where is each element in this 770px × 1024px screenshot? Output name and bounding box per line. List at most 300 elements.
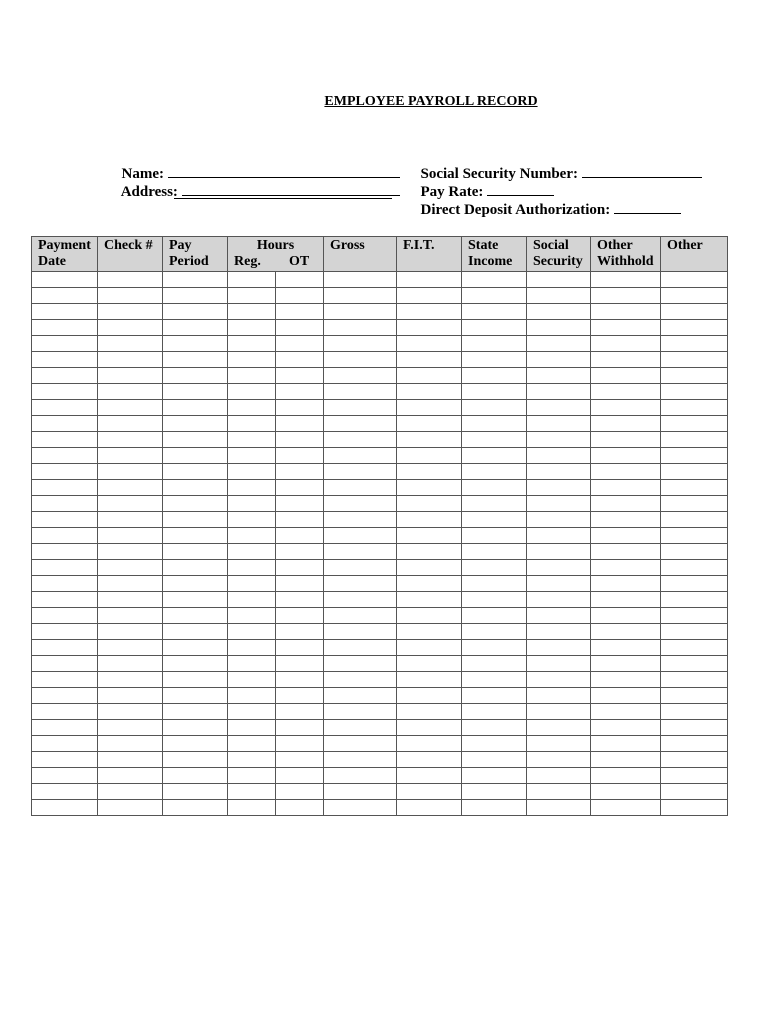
cell-gross[interactable] — [324, 272, 397, 288]
cell-state-income[interactable] — [462, 464, 527, 480]
cell-other-withhold[interactable] — [591, 608, 661, 624]
cell-state-income[interactable] — [462, 704, 527, 720]
cell-reg[interactable] — [228, 656, 276, 672]
cell-gross[interactable] — [324, 304, 397, 320]
cell-check[interactable] — [98, 752, 163, 768]
cell-ot[interactable] — [276, 768, 324, 784]
cell-check[interactable] — [98, 656, 163, 672]
cell-fit[interactable] — [397, 320, 462, 336]
cell-gross[interactable] — [324, 592, 397, 608]
cell-other-withhold[interactable] — [591, 736, 661, 752]
cell-check[interactable] — [98, 768, 163, 784]
ssn-blank[interactable] — [582, 165, 702, 178]
cell-fit[interactable] — [397, 464, 462, 480]
cell-fit[interactable] — [397, 496, 462, 512]
cell-gross[interactable] — [324, 656, 397, 672]
cell-ot[interactable] — [276, 400, 324, 416]
cell-state-income[interactable] — [462, 320, 527, 336]
cell-payment-date[interactable] — [32, 640, 98, 656]
cell-other[interactable] — [661, 624, 728, 640]
cell-ot[interactable] — [276, 560, 324, 576]
cell-gross[interactable] — [324, 416, 397, 432]
cell-payment-date[interactable] — [32, 496, 98, 512]
cell-other[interactable] — [661, 704, 728, 720]
cell-pay-period[interactable] — [163, 800, 228, 816]
cell-fit[interactable] — [397, 640, 462, 656]
cell-ot[interactable] — [276, 352, 324, 368]
cell-check[interactable] — [98, 432, 163, 448]
cell-fit[interactable] — [397, 608, 462, 624]
cell-fit[interactable] — [397, 352, 462, 368]
direct-deposit-field[interactable] — [413, 183, 681, 219]
cell-fit[interactable] — [397, 704, 462, 720]
cell-ot[interactable] — [276, 384, 324, 400]
cell-reg[interactable] — [228, 752, 276, 768]
cell-social-security[interactable] — [527, 288, 591, 304]
cell-other[interactable] — [661, 688, 728, 704]
cell-payment-date[interactable] — [32, 624, 98, 640]
cell-pay-period[interactable] — [163, 544, 228, 560]
cell-other-withhold[interactable] — [591, 720, 661, 736]
cell-check[interactable] — [98, 272, 163, 288]
cell-state-income[interactable] — [462, 304, 527, 320]
cell-reg[interactable] — [228, 288, 276, 304]
cell-fit[interactable] — [397, 480, 462, 496]
cell-state-income[interactable] — [462, 560, 527, 576]
cell-ot[interactable] — [276, 736, 324, 752]
cell-other-withhold[interactable] — [591, 672, 661, 688]
cell-check[interactable] — [98, 640, 163, 656]
cell-check[interactable] — [98, 672, 163, 688]
cell-check[interactable] — [98, 400, 163, 416]
cell-ot[interactable] — [276, 368, 324, 384]
cell-reg[interactable] — [228, 736, 276, 752]
cell-gross[interactable] — [324, 288, 397, 304]
cell-fit[interactable] — [397, 560, 462, 576]
cell-other[interactable] — [661, 560, 728, 576]
cell-fit[interactable] — [397, 384, 462, 400]
cell-ot[interactable] — [276, 496, 324, 512]
cell-gross[interactable] — [324, 352, 397, 368]
cell-reg[interactable] — [228, 416, 276, 432]
cell-gross[interactable] — [324, 448, 397, 464]
cell-check[interactable] — [98, 800, 163, 816]
cell-social-security[interactable] — [527, 784, 591, 800]
cell-other[interactable] — [661, 320, 728, 336]
cell-gross[interactable] — [324, 576, 397, 592]
cell-payment-date[interactable] — [32, 784, 98, 800]
cell-ot[interactable] — [276, 336, 324, 352]
cell-social-security[interactable] — [527, 800, 591, 816]
cell-social-security[interactable] — [527, 464, 591, 480]
cell-check[interactable] — [98, 736, 163, 752]
cell-state-income[interactable] — [462, 368, 527, 384]
cell-gross[interactable] — [324, 624, 397, 640]
cell-gross[interactable] — [324, 480, 397, 496]
cell-payment-date[interactable] — [32, 528, 98, 544]
cell-reg[interactable] — [228, 608, 276, 624]
cell-other-withhold[interactable] — [591, 576, 661, 592]
cell-gross[interactable] — [324, 400, 397, 416]
cell-fit[interactable] — [397, 304, 462, 320]
cell-gross[interactable] — [324, 544, 397, 560]
cell-social-security[interactable] — [527, 688, 591, 704]
cell-payment-date[interactable] — [32, 336, 98, 352]
cell-payment-date[interactable] — [32, 672, 98, 688]
cell-reg[interactable] — [228, 704, 276, 720]
cell-other[interactable] — [661, 608, 728, 624]
cell-state-income[interactable] — [462, 768, 527, 784]
cell-reg[interactable] — [228, 368, 276, 384]
cell-state-income[interactable] — [462, 640, 527, 656]
cell-check[interactable] — [98, 480, 163, 496]
cell-gross[interactable] — [324, 384, 397, 400]
cell-check[interactable] — [98, 384, 163, 400]
cell-fit[interactable] — [397, 432, 462, 448]
cell-gross[interactable] — [324, 496, 397, 512]
cell-pay-period[interactable] — [163, 304, 228, 320]
cell-other[interactable] — [661, 640, 728, 656]
cell-state-income[interactable] — [462, 272, 527, 288]
cell-other[interactable] — [661, 288, 728, 304]
cell-state-income[interactable] — [462, 512, 527, 528]
cell-other-withhold[interactable] — [591, 512, 661, 528]
address-field[interactable] — [114, 165, 400, 201]
cell-state-income[interactable] — [462, 608, 527, 624]
cell-pay-period[interactable] — [163, 784, 228, 800]
cell-other-withhold[interactable] — [591, 656, 661, 672]
cell-other-withhold[interactable] — [591, 624, 661, 640]
cell-gross[interactable] — [324, 800, 397, 816]
cell-pay-period[interactable] — [163, 480, 228, 496]
cell-other[interactable] — [661, 416, 728, 432]
cell-pay-period[interactable] — [163, 752, 228, 768]
cell-fit[interactable] — [397, 688, 462, 704]
cell-ot[interactable] — [276, 544, 324, 560]
cell-pay-period[interactable] — [163, 624, 228, 640]
cell-state-income[interactable] — [462, 288, 527, 304]
cell-pay-period[interactable] — [163, 656, 228, 672]
cell-check[interactable] — [98, 560, 163, 576]
address-blank[interactable] — [182, 183, 400, 196]
cell-payment-date[interactable] — [32, 592, 98, 608]
cell-pay-period[interactable] — [163, 288, 228, 304]
cell-reg[interactable] — [228, 720, 276, 736]
cell-other[interactable] — [661, 496, 728, 512]
cell-social-security[interactable] — [527, 752, 591, 768]
cell-ot[interactable] — [276, 784, 324, 800]
cell-payment-date[interactable] — [32, 304, 98, 320]
cell-pay-period[interactable] — [163, 400, 228, 416]
cell-other[interactable] — [661, 592, 728, 608]
cell-social-security[interactable] — [527, 624, 591, 640]
cell-ot[interactable] — [276, 640, 324, 656]
cell-other-withhold[interactable] — [591, 288, 661, 304]
cell-other[interactable] — [661, 368, 728, 384]
cell-fit[interactable] — [397, 624, 462, 640]
cell-ot[interactable] — [276, 272, 324, 288]
cell-payment-date[interactable] — [32, 704, 98, 720]
cell-other-withhold[interactable] — [591, 752, 661, 768]
cell-state-income[interactable] — [462, 736, 527, 752]
cell-other-withhold[interactable] — [591, 480, 661, 496]
cell-pay-period[interactable] — [163, 432, 228, 448]
cell-check[interactable] — [98, 688, 163, 704]
cell-fit[interactable] — [397, 448, 462, 464]
cell-reg[interactable] — [228, 768, 276, 784]
cell-payment-date[interactable] — [32, 512, 98, 528]
cell-check[interactable] — [98, 336, 163, 352]
cell-check[interactable] — [98, 352, 163, 368]
cell-other[interactable] — [661, 272, 728, 288]
cell-other-withhold[interactable] — [591, 704, 661, 720]
cell-gross[interactable] — [324, 640, 397, 656]
cell-state-income[interactable] — [462, 672, 527, 688]
cell-state-income[interactable] — [462, 688, 527, 704]
cell-ot[interactable] — [276, 576, 324, 592]
cell-reg[interactable] — [228, 384, 276, 400]
cell-social-security[interactable] — [527, 336, 591, 352]
cell-reg[interactable] — [228, 496, 276, 512]
cell-fit[interactable] — [397, 368, 462, 384]
cell-social-security[interactable] — [527, 512, 591, 528]
cell-fit[interactable] — [397, 736, 462, 752]
cell-reg[interactable] — [228, 576, 276, 592]
cell-gross[interactable] — [324, 768, 397, 784]
cell-ot[interactable] — [276, 432, 324, 448]
cell-payment-date[interactable] — [32, 288, 98, 304]
cell-fit[interactable] — [397, 672, 462, 688]
cell-reg[interactable] — [228, 512, 276, 528]
cell-social-security[interactable] — [527, 480, 591, 496]
cell-payment-date[interactable] — [32, 688, 98, 704]
cell-payment-date[interactable] — [32, 544, 98, 560]
cell-other-withhold[interactable] — [591, 544, 661, 560]
cell-state-income[interactable] — [462, 352, 527, 368]
cell-other-withhold[interactable] — [591, 320, 661, 336]
cell-fit[interactable] — [397, 720, 462, 736]
cell-reg[interactable] — [228, 480, 276, 496]
cell-check[interactable] — [98, 464, 163, 480]
cell-ot[interactable] — [276, 688, 324, 704]
cell-gross[interactable] — [324, 320, 397, 336]
cell-social-security[interactable] — [527, 384, 591, 400]
cell-social-security[interactable] — [527, 496, 591, 512]
cell-state-income[interactable] — [462, 400, 527, 416]
cell-pay-period[interactable] — [163, 768, 228, 784]
cell-ot[interactable] — [276, 656, 324, 672]
cell-state-income[interactable] — [462, 448, 527, 464]
cell-pay-period[interactable] — [163, 320, 228, 336]
cell-check[interactable] — [98, 544, 163, 560]
cell-other[interactable] — [661, 448, 728, 464]
cell-fit[interactable] — [397, 768, 462, 784]
cell-payment-date[interactable] — [32, 800, 98, 816]
cell-payment-date[interactable] — [32, 352, 98, 368]
cell-reg[interactable] — [228, 800, 276, 816]
cell-other[interactable] — [661, 512, 728, 528]
cell-state-income[interactable] — [462, 592, 527, 608]
cell-payment-date[interactable] — [32, 752, 98, 768]
cell-ot[interactable] — [276, 704, 324, 720]
cell-payment-date[interactable] — [32, 560, 98, 576]
cell-pay-period[interactable] — [163, 640, 228, 656]
cell-payment-date[interactable] — [32, 448, 98, 464]
cell-social-security[interactable] — [527, 720, 591, 736]
cell-social-security[interactable] — [527, 528, 591, 544]
cell-payment-date[interactable] — [32, 368, 98, 384]
cell-other-withhold[interactable] — [591, 368, 661, 384]
cell-social-security[interactable] — [527, 560, 591, 576]
cell-other[interactable] — [661, 576, 728, 592]
cell-reg[interactable] — [228, 464, 276, 480]
cell-other[interactable] — [661, 336, 728, 352]
cell-state-income[interactable] — [462, 656, 527, 672]
cell-other[interactable] — [661, 800, 728, 816]
cell-pay-period[interactable] — [163, 608, 228, 624]
address-line-2[interactable] — [174, 198, 392, 199]
cell-fit[interactable] — [397, 416, 462, 432]
cell-state-income[interactable] — [462, 528, 527, 544]
cell-fit[interactable] — [397, 576, 462, 592]
cell-pay-period[interactable] — [163, 704, 228, 720]
cell-other-withhold[interactable] — [591, 384, 661, 400]
cell-payment-date[interactable] — [32, 736, 98, 752]
cell-gross[interactable] — [324, 368, 397, 384]
cell-check[interactable] — [98, 720, 163, 736]
cell-check[interactable] — [98, 512, 163, 528]
cell-ot[interactable] — [276, 720, 324, 736]
cell-ot[interactable] — [276, 480, 324, 496]
cell-social-security[interactable] — [527, 272, 591, 288]
cell-fit[interactable] — [397, 272, 462, 288]
cell-social-security[interactable] — [527, 352, 591, 368]
cell-pay-period[interactable] — [163, 416, 228, 432]
cell-payment-date[interactable] — [32, 432, 98, 448]
cell-ot[interactable] — [276, 512, 324, 528]
cell-state-income[interactable] — [462, 784, 527, 800]
cell-check[interactable] — [98, 592, 163, 608]
cell-pay-period[interactable] — [163, 352, 228, 368]
cell-state-income[interactable] — [462, 720, 527, 736]
cell-reg[interactable] — [228, 640, 276, 656]
cell-payment-date[interactable] — [32, 416, 98, 432]
cell-reg[interactable] — [228, 624, 276, 640]
cell-gross[interactable] — [324, 336, 397, 352]
cell-state-income[interactable] — [462, 384, 527, 400]
cell-social-security[interactable] — [527, 640, 591, 656]
cell-fit[interactable] — [397, 400, 462, 416]
cell-check[interactable] — [98, 784, 163, 800]
cell-pay-period[interactable] — [163, 560, 228, 576]
cell-gross[interactable] — [324, 464, 397, 480]
cell-state-income[interactable] — [462, 800, 527, 816]
cell-other[interactable] — [661, 544, 728, 560]
cell-reg[interactable] — [228, 432, 276, 448]
cell-other-withhold[interactable] — [591, 496, 661, 512]
cell-ot[interactable] — [276, 304, 324, 320]
cell-check[interactable] — [98, 304, 163, 320]
cell-ot[interactable] — [276, 608, 324, 624]
cell-state-income[interactable] — [462, 544, 527, 560]
cell-other-withhold[interactable] — [591, 528, 661, 544]
cell-payment-date[interactable] — [32, 320, 98, 336]
cell-other-withhold[interactable] — [591, 432, 661, 448]
cell-pay-period[interactable] — [163, 592, 228, 608]
cell-gross[interactable] — [324, 688, 397, 704]
cell-state-income[interactable] — [462, 336, 527, 352]
cell-state-income[interactable] — [462, 416, 527, 432]
cell-other-withhold[interactable] — [591, 560, 661, 576]
cell-reg[interactable] — [228, 352, 276, 368]
cell-social-security[interactable] — [527, 656, 591, 672]
cell-state-income[interactable] — [462, 576, 527, 592]
cell-check[interactable] — [98, 704, 163, 720]
cell-pay-period[interactable] — [163, 512, 228, 528]
cell-gross[interactable] — [324, 752, 397, 768]
cell-payment-date[interactable] — [32, 768, 98, 784]
cell-other[interactable] — [661, 432, 728, 448]
cell-reg[interactable] — [228, 448, 276, 464]
cell-other-withhold[interactable] — [591, 272, 661, 288]
cell-reg[interactable] — [228, 560, 276, 576]
cell-reg[interactable] — [228, 320, 276, 336]
cell-reg[interactable] — [228, 272, 276, 288]
cell-social-security[interactable] — [527, 768, 591, 784]
cell-fit[interactable] — [397, 800, 462, 816]
cell-reg[interactable] — [228, 400, 276, 416]
cell-other[interactable] — [661, 400, 728, 416]
cell-gross[interactable] — [324, 432, 397, 448]
cell-reg[interactable] — [228, 784, 276, 800]
cell-check[interactable] — [98, 368, 163, 384]
cell-state-income[interactable] — [462, 480, 527, 496]
cell-check[interactable] — [98, 528, 163, 544]
cell-fit[interactable] — [397, 752, 462, 768]
cell-ot[interactable] — [276, 448, 324, 464]
cell-other[interactable] — [661, 720, 728, 736]
cell-state-income[interactable] — [462, 752, 527, 768]
cell-other[interactable] — [661, 464, 728, 480]
cell-gross[interactable] — [324, 704, 397, 720]
cell-social-security[interactable] — [527, 304, 591, 320]
cell-pay-period[interactable] — [163, 720, 228, 736]
cell-check[interactable] — [98, 288, 163, 304]
cell-gross[interactable] — [324, 672, 397, 688]
cell-social-security[interactable] — [527, 368, 591, 384]
cell-gross[interactable] — [324, 720, 397, 736]
cell-pay-period[interactable] — [163, 464, 228, 480]
cell-social-security[interactable] — [527, 576, 591, 592]
cell-gross[interactable] — [324, 528, 397, 544]
cell-social-security[interactable] — [527, 448, 591, 464]
cell-ot[interactable] — [276, 320, 324, 336]
cell-pay-period[interactable] — [163, 672, 228, 688]
cell-social-security[interactable] — [527, 608, 591, 624]
cell-other[interactable] — [661, 528, 728, 544]
cell-other-withhold[interactable] — [591, 448, 661, 464]
cell-other[interactable] — [661, 384, 728, 400]
cell-gross[interactable] — [324, 736, 397, 752]
cell-social-security[interactable] — [527, 544, 591, 560]
cell-other-withhold[interactable] — [591, 352, 661, 368]
cell-payment-date[interactable] — [32, 384, 98, 400]
cell-other-withhold[interactable] — [591, 800, 661, 816]
direct-deposit-blank[interactable] — [614, 201, 681, 214]
cell-ot[interactable] — [276, 752, 324, 768]
cell-ot[interactable] — [276, 672, 324, 688]
cell-pay-period[interactable] — [163, 384, 228, 400]
